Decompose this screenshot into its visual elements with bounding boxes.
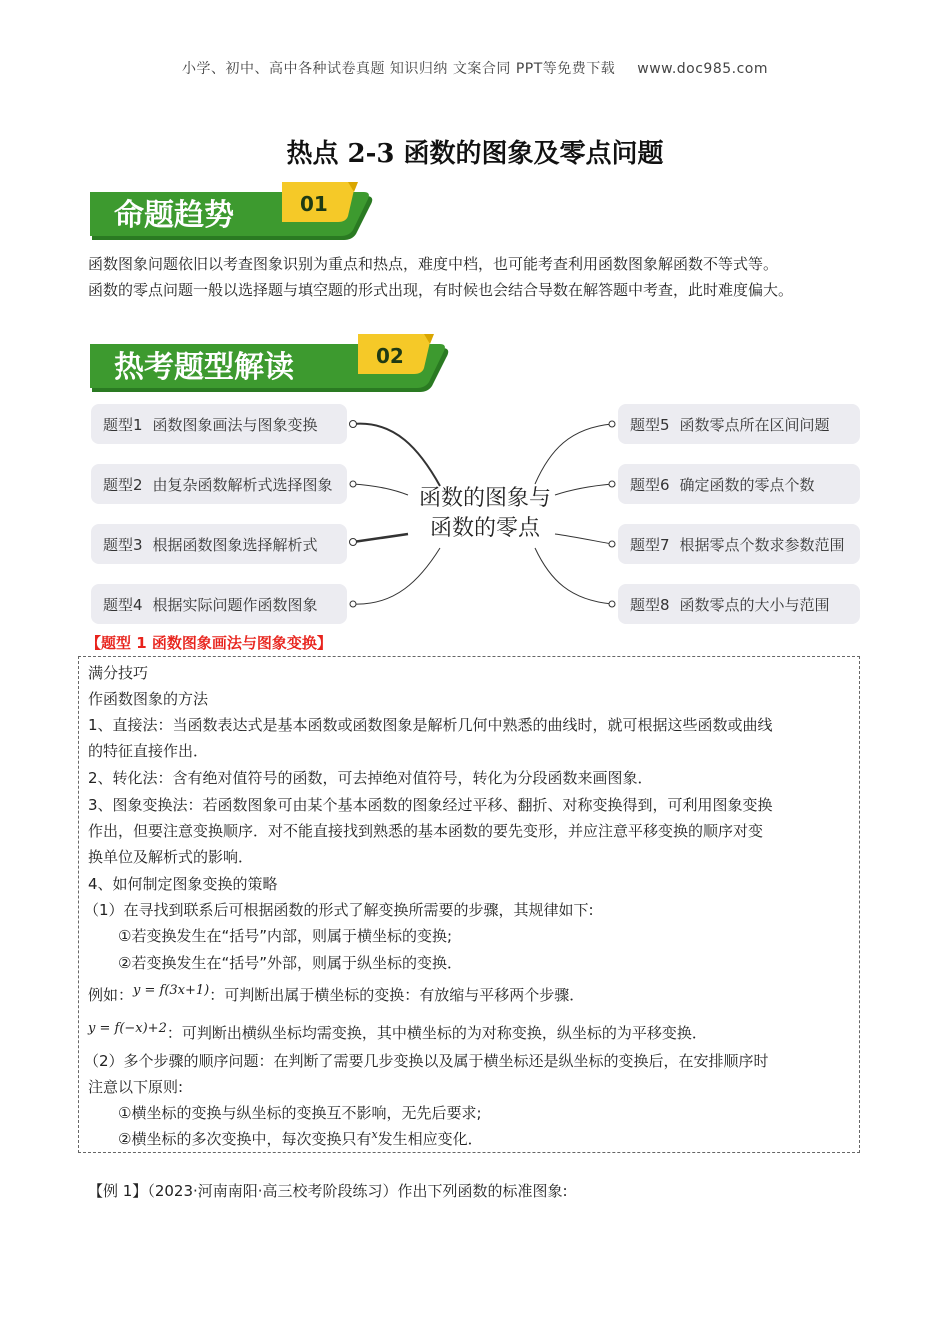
type-item-7[interactable] bbox=[618, 524, 860, 564]
type-item-text: 根据函数图象选择解析式 bbox=[152, 535, 318, 554]
trend-paragraph-2: 函数的零点问题一般以选择题与填空题的形式出现，有时候也会结合导数在解答题中考查，此时难度偏大。 bbox=[88, 281, 794, 299]
type-item-text: 确定函数的零点个数 bbox=[679, 475, 815, 494]
rule-ii-text-a: ②横坐标的多次变换中，每次变换只有 bbox=[118, 1130, 372, 1148]
example-line-2 bbox=[88, 1022, 707, 1043]
type-item-number: 题型3 bbox=[103, 535, 143, 554]
mindmap-center-line1: 函数的图象与 bbox=[418, 486, 551, 511]
method-1-line-a: 1、直接法：当函数表达式是基本函数或函数图象是解析几何中熟悉的曲线时，就可根据这些函数或曲线 bbox=[88, 716, 773, 734]
example-1-text: ：可判断出属于横坐标的变换：有放缩与平移两个步骤． bbox=[209, 986, 585, 1004]
type-item-5[interactable] bbox=[618, 404, 860, 444]
header-slogan: 小学、初中、高中各种试卷真题 知识归纳 文案合同 PPT等免费下载 bbox=[181, 61, 616, 77]
rule-ii-text-b: 发生相应变化． bbox=[377, 1130, 483, 1148]
type-item-text: 由复杂函数解析式选择图象 bbox=[152, 475, 333, 494]
type-item-text: 函数零点所在区间问题 bbox=[679, 415, 830, 434]
tips-subtitle: 作函数图象的方法 bbox=[88, 690, 209, 708]
type-item-3[interactable] bbox=[91, 524, 347, 564]
strategy-2-line-b: 注意以下原则: bbox=[88, 1078, 184, 1096]
formula-2: y = f(−x)+2 bbox=[88, 1021, 167, 1036]
header-website[interactable]: www.doc985.com bbox=[637, 61, 769, 77]
type-item-number: 题型2 bbox=[103, 475, 143, 494]
strategy-2-rule-ii bbox=[118, 1128, 483, 1149]
example-1-source: （2023·河南南阳·高三校考阶段练习） bbox=[147, 1182, 398, 1200]
type-item-number: 题型1 bbox=[103, 415, 143, 434]
type-item-text: 根据实际问题作函数图象 bbox=[152, 595, 318, 614]
method-1-line-b: 的特征直接作出． bbox=[88, 742, 209, 760]
banner-hot-types-label: 热考题型解读 bbox=[114, 350, 294, 385]
type-item-number: 题型4 bbox=[103, 595, 143, 614]
page-title: 热点 2-3 函数的图象及零点问题 bbox=[286, 139, 664, 169]
example-prefix: 例如： bbox=[88, 986, 134, 1004]
strategy-1: （1）在寻找到联系后可根据函数的形式了解变换所需要的步骤，其规律如下: bbox=[84, 901, 594, 919]
method-3-line-a: 3、图象变换法：若函数图象可由某个基本函数的图象经过平移、翻折、对称变换得到，可利用图象变换 bbox=[88, 796, 773, 814]
variable-x: x bbox=[371, 1128, 378, 1141]
banner-trend-number: 01 bbox=[300, 192, 328, 216]
type-item-number: 题型5 bbox=[630, 415, 670, 434]
method-2: 2、转化法：含有绝对值符号的函数，可去掉绝对值符号，转化为分段函数来画图象． bbox=[88, 769, 653, 787]
mindmap-center-line2: 函数的零点 bbox=[429, 516, 540, 541]
strategy-1-rule-i: ①若变换发生在“括号”内部，则属于横坐标的变换; bbox=[118, 927, 453, 945]
method-3-line-c: 换单位及解析式的影响． bbox=[88, 848, 254, 866]
type-item-text: 函数零点的大小与范围 bbox=[679, 595, 830, 614]
strategy-2-rule-i: ①横坐标的变换与纵坐标的变换互不影响，无先后要求; bbox=[118, 1104, 482, 1122]
type-item-number: 题型6 bbox=[630, 475, 670, 494]
banner-trend-label: 命题趋势 bbox=[114, 198, 234, 233]
type-item-number: 题型7 bbox=[630, 535, 670, 554]
type-item-text: 函数图象画法与图象变换 bbox=[152, 415, 318, 434]
type-item-2[interactable] bbox=[91, 464, 347, 504]
type-item-1[interactable] bbox=[91, 404, 347, 444]
example-1-text: 作出下列函数的标准图象: bbox=[397, 1182, 568, 1200]
method-3-line-b: 作出，但要注意变换顺序．对不能直接找到熟悉的基本函数的要先变形，并应注意平移变换的顺序对变 bbox=[88, 822, 764, 840]
strategy-1-rule-ii: ②若变换发生在“括号”外部，则属于纵坐标的变换． bbox=[118, 954, 462, 972]
trend-paragraph-1: 函数图象问题依旧以考查图象识别为重点和热点，难度中档，也可能考查利用函数图象解函数不等式等。 bbox=[88, 255, 779, 273]
example-2-text: ：可判断出横纵坐标均需变换，其中横坐标的为对称变换，纵坐标的为平移变换． bbox=[166, 1024, 707, 1042]
example-1 bbox=[88, 1180, 568, 1201]
banner-hot-types-number: 02 bbox=[376, 344, 404, 368]
type-item-text: 根据零点个数求参数范围 bbox=[679, 535, 845, 554]
mindmap-center bbox=[400, 484, 570, 544]
strategy-2-line-a: （2）多个步骤的顺序问题：在判断了需要几步变换以及属于横坐标还是纵坐标的变换后，在安排顺序时 bbox=[84, 1052, 769, 1070]
type-item-4[interactable] bbox=[91, 584, 347, 624]
type1-heading: 【题型 1 函数图象画法与图象变换】 bbox=[86, 634, 332, 652]
tips-title: 满分技巧 bbox=[88, 664, 149, 682]
formula-1: y = f(3x+1) bbox=[133, 983, 210, 998]
type-item-6[interactable] bbox=[618, 464, 860, 504]
type-item-number: 题型8 bbox=[630, 595, 670, 614]
type-item-8[interactable] bbox=[618, 584, 860, 624]
method-4: 4、如何制定图象变换的策略 bbox=[88, 875, 278, 893]
example-line-1 bbox=[88, 984, 584, 1005]
example-1-label: 【例 1】 bbox=[88, 1182, 148, 1200]
